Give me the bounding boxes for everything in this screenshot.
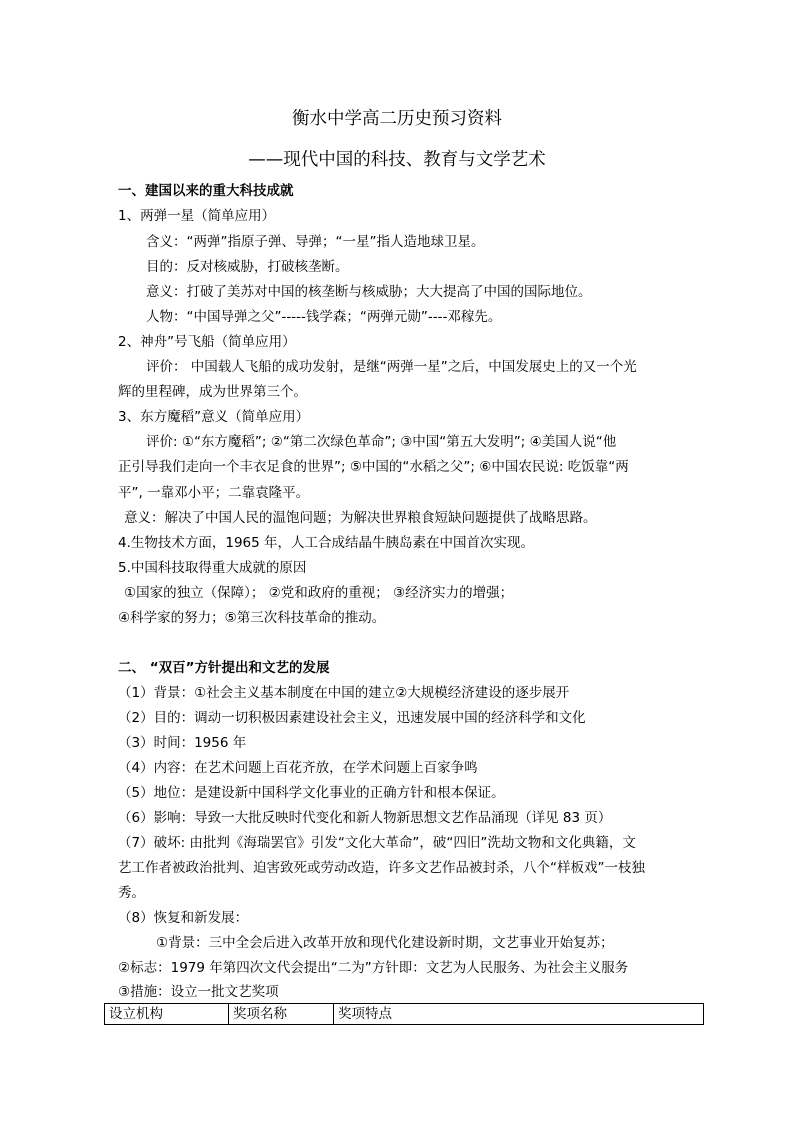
- section-2-damage-line-1: （7）破坏: 由批判《海瑞罢官》引发“文化大革命”，破“四旧”洗劫文物和文化典籍，文: [118, 835, 636, 851]
- item-5-reasons-line-2: ④科学家的努力；⑤第三次科技革命的推动。: [118, 610, 386, 626]
- item-1-meaning: 含义：“两弹”指原子弹、导弹；“一星”指人造地球卫星。: [146, 234, 485, 250]
- table-header-cell: 奖项特点: [334, 1004, 704, 1025]
- table-header-cell: 奖项名称: [229, 1004, 334, 1025]
- section-2-content: （4）内容：在艺术问题上百花齐放，在学术问题上百家争鸣: [118, 760, 478, 776]
- item-1-people: 人物：“中国导弹之父”-----钱学森；“两弹元勋”----邓稼先。: [146, 309, 502, 325]
- section-2-time: （3）时间：1956 年: [118, 735, 247, 751]
- item-5-heading: 5.中国科技取得重大成就的原因: [118, 560, 307, 576]
- item-3-evaluation-line-2: 正引导我们走向一个丰衣足食的世界”; ⑤中国的“水稻之父”; ⑥中国农民说: 吃饭靠“两: [118, 459, 629, 475]
- table-header-row: [105, 1004, 704, 1025]
- item-1-significance: 意义：打破了美苏对中国的核垄断与核威胁；大大提高了中国的国际地位。: [146, 284, 592, 300]
- section-2-influence: （6）影响：导致一大批反映时代变化和新人物新思想文艺作品涌现（详见 83 页）: [118, 810, 612, 826]
- section-1-heading: 一、建国以来的重大科技成就: [118, 183, 294, 199]
- table-header-cell: 设立机构: [105, 1004, 229, 1025]
- section-2-recovery-measure: ③措施：设立一批文艺奖项: [118, 984, 279, 1000]
- document-title: 衡水中学高二历史预习资料: [292, 109, 502, 129]
- section-2-recovery-symbol: ②标志：1979 年第四次文代会提出“二为”方针即：文艺为人民服务、为社会主义服务: [118, 960, 629, 976]
- section-2-heading: 二、 “双百”方针提出和文艺的发展: [118, 660, 330, 676]
- document-subtitle: ——现代中国的科技、教育与文学艺术: [248, 150, 546, 170]
- section-2-background: （1）背景：①社会主义基本制度在中国的建立②大规模经济建设的逐步展开: [118, 685, 570, 701]
- section-2-damage-line-2: 艺工作者被政治批判、迫害致死或劳动改造，许多文艺作品被封杀，八个“样板戏”一枝独: [118, 860, 645, 876]
- section-2-recovery-background: ①背景：三中全会后进入改革开放和现代化建设新时期，文艺事业开始复苏；: [156, 935, 614, 951]
- section-2-status: （5）地位：是建设新中国科学文化事业的正确方针和根本保证。: [118, 785, 505, 801]
- item-3-evaluation-line-3: 平”, 一靠邓小平；二靠袁隆平。: [118, 485, 310, 501]
- section-2-purpose: （2）目的：调动一切积极因素建设社会主义，迅速发展中国的经济科学和文化: [118, 710, 586, 726]
- item-1-heading: 1、两弹一星（简单应用）: [118, 208, 276, 224]
- item-3-evaluation-line-1: 评价: ①“东方魔稻”; ②“第二次绿色革命”; ③中国“第五大发明”; ④美国人说“他: [146, 434, 617, 450]
- item-2-evaluation-line-2: 辉的里程碑，成为世界第三个。: [118, 384, 307, 400]
- item-2-evaluation-line-1: 评价： 中国载人飞船的成功发射，是继“两弹一星”之后，中国发展史上的又一个光: [146, 359, 637, 375]
- item-5-reasons-line-1: ①国家的独立（保障）； ②党和政府的重视； ③经济实力的增强；: [124, 585, 514, 601]
- section-2-recovery-heading: （8）恢复和新发展：: [118, 910, 249, 926]
- section-2-damage-line-3: 秀。: [118, 885, 145, 901]
- item-3-heading: 3、东方魔稻”意义（简单应用）: [118, 409, 310, 425]
- item-2-heading: 2、神舟”号飞船（简单应用）: [118, 334, 296, 350]
- item-1-purpose: 目的：反对核威胁，打破核垄断。: [146, 259, 349, 275]
- item-3-significance: 意义：解决了中国人民的温饱问题；为解决世界粮食短缺问题提供了战略思路。: [124, 510, 597, 526]
- item-4: 4.生物技术方面，1965 年，人工合成结晶牛胰岛素在中国首次实现。: [118, 535, 535, 551]
- award-table: [104, 1003, 704, 1025]
